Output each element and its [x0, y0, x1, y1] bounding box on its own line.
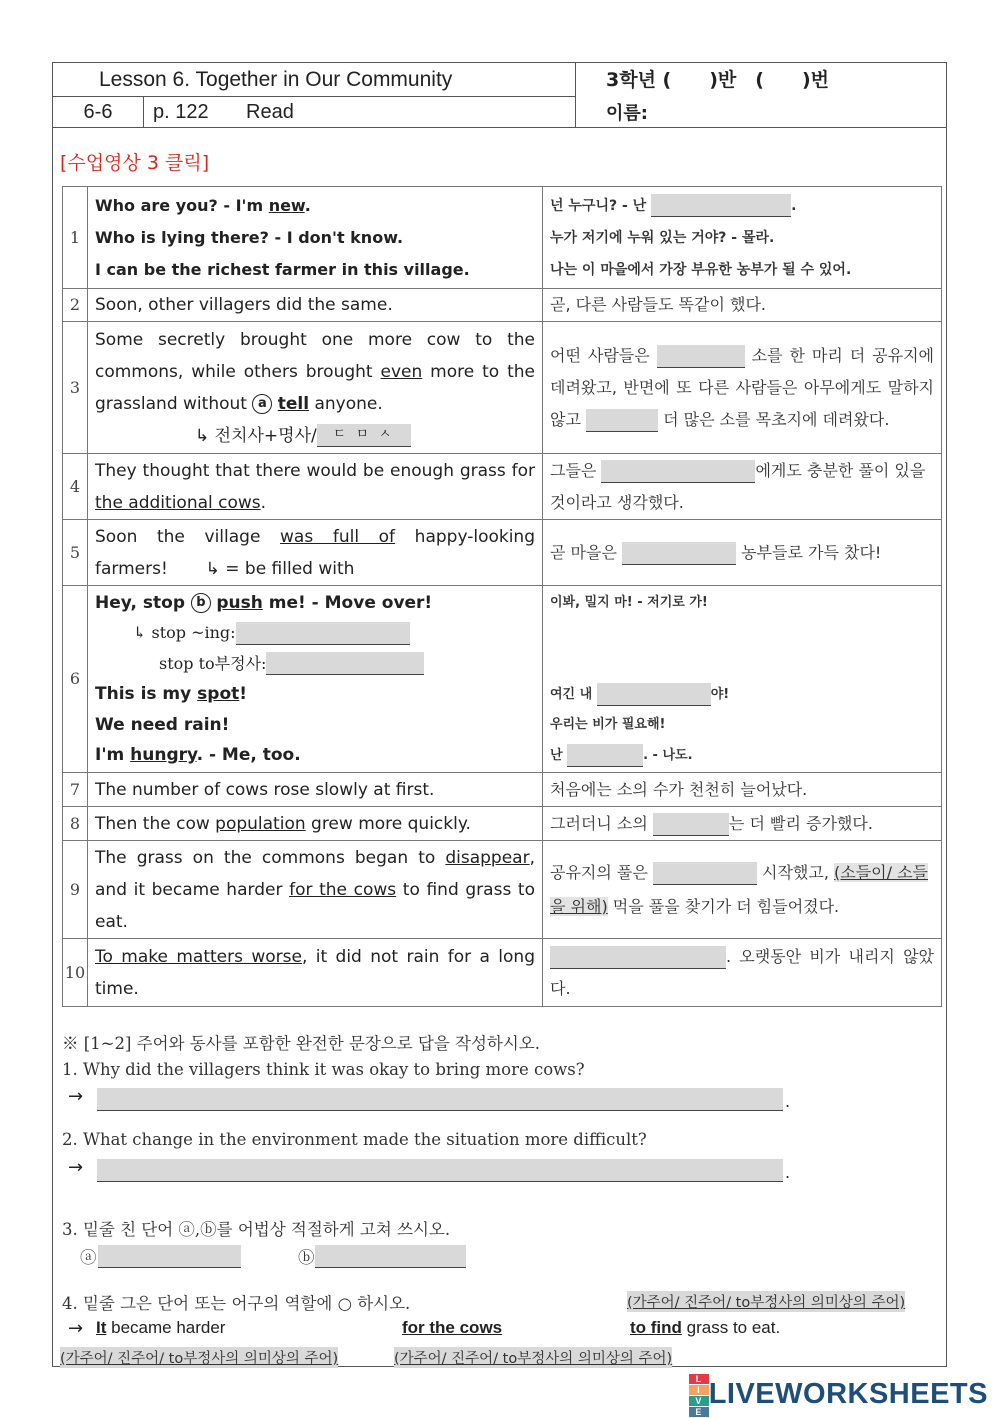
table-row [63, 187, 942, 289]
badge-letter: I [689, 1385, 709, 1395]
role-options[interactable]: (가주어/ 진주어/ to부정사의 의미상의 주어) [394, 1347, 672, 1368]
sentence-part: 더 많은 소를 목초지에 데려왔다. [658, 409, 890, 429]
sentence-part: 농부들로 가득 찼다! [736, 542, 882, 562]
sentence-part: 우리는 비가 필요해! [550, 717, 666, 732]
answer-blank[interactable]: ㄷ ㅁ ㅅ [317, 424, 411, 447]
answer-blank[interactable] [586, 409, 658, 432]
english-text [88, 939, 543, 1007]
header [53, 63, 946, 128]
korean-text [543, 520, 942, 586]
underlined-phrase: To make matters worse [95, 946, 302, 967]
row-number: 7 [63, 773, 88, 807]
sentence-part: I can be the richest farmer in this village. [95, 259, 470, 279]
sentence-part: . - 나도. [643, 747, 693, 763]
answer-blank[interactable] [601, 460, 755, 483]
grammar-note: ↳ stop ~ing: [133, 623, 236, 642]
sentence-part: 야! [710, 686, 730, 702]
underlined-word: to find [630, 1318, 682, 1337]
sentence-part: to find grass to eat. [95, 879, 535, 932]
sentence-part: The grass on the commons began to [95, 847, 446, 868]
table-row [63, 773, 942, 807]
marker-a: a [252, 394, 272, 414]
table-row [63, 454, 942, 520]
activity-label: Read [246, 101, 294, 123]
english-text: The number of cows rose slowly at first. [88, 773, 543, 807]
brand-name: LIVEWORKSHEETS [708, 1378, 988, 1411]
sentence-part: more to the grassland without [95, 361, 535, 414]
answer-blank[interactable] [266, 652, 424, 675]
table-row [63, 586, 942, 773]
sentence-part: . [304, 195, 311, 215]
sentence-part: Who is lying there? - I don't know. [95, 227, 404, 247]
english-text [88, 586, 543, 773]
table-row [63, 939, 942, 1007]
sentence-part: Some secretly brought one more cow to the commons, while others brought [95, 329, 535, 382]
marker-b-label: ⓑ [298, 1248, 315, 1267]
sentence-part: 먹을 풀을 찾기가 더 힘들어졌다. [607, 896, 840, 916]
korean-text: 곧, 다른 사람들도 똑같이 했다. [543, 289, 942, 322]
role-options[interactable]: (가주어/ 진주어/ to부정사의 의미상의 주어) [60, 1347, 338, 1368]
sentence-part: 누가 저기에 누워 있는 거야? - 몰라. [550, 229, 775, 246]
english-text [88, 187, 543, 289]
video-link[interactable]: [수업영상 3 클릭] [60, 152, 210, 174]
answer-input-3b[interactable] [315, 1245, 466, 1268]
underlined-phrase: was full of [280, 526, 396, 547]
sentence-part: Who are you? - I'm [95, 195, 269, 215]
answer-blank[interactable] [651, 194, 791, 217]
sentence-part: 이봐, 밀지 마! - 저기로 가! [550, 595, 708, 610]
sentence-part: became harder [106, 1318, 226, 1337]
answer-blank[interactable] [653, 862, 757, 885]
sentence-part: . [260, 492, 267, 513]
sentence-part: . - Me, too. [196, 745, 301, 765]
answer-blank[interactable] [236, 622, 410, 645]
row-number: 6 [63, 586, 88, 773]
english-text [88, 520, 543, 586]
english-text [88, 807, 543, 841]
korean-text [543, 841, 942, 939]
underlined-word: disappear [445, 847, 530, 868]
sentence-part: happy-looking farmers! [95, 526, 535, 579]
underlined-phrase: for the cows [402, 1318, 503, 1337]
sentence-part: , and it became harder [95, 847, 535, 900]
sentence-part: 그들은 [550, 460, 602, 480]
sentence-part: 시작했고, [756, 862, 835, 882]
korean-text [543, 454, 942, 520]
questions-instruction: ※ [1~2] 주어와 동사를 포함한 완전한 문장으로 답을 작성하시오. [62, 1034, 540, 1053]
row-number: 4 [63, 454, 88, 520]
name-label: 이름: [606, 103, 648, 124]
row-number: 8 [63, 807, 88, 841]
sentence-part: Soon the village [95, 526, 281, 547]
sentence-part: 그러더니 소의 [550, 813, 653, 833]
grammar-note: ↳ = be filled with [205, 558, 355, 579]
lesson-subheader [53, 97, 576, 127]
q4-sentence-end [630, 1318, 780, 1338]
table-row [63, 289, 942, 322]
sentence-part: 난 [550, 747, 568, 763]
question-1: 1. Why did the villagers think it was okay to bring more cows? [62, 1060, 585, 1079]
english-text [88, 454, 543, 520]
choice-option[interactable]: (소들이/ 소들을 위해) [550, 862, 929, 916]
grade-class-number: 3학년 ( )반 ( )번 [606, 69, 829, 91]
sentence-part: Then the cow [95, 813, 216, 834]
answer-blank[interactable] [550, 946, 726, 969]
row-number: 5 [63, 520, 88, 586]
sentence-part: ! [239, 684, 248, 704]
row-number: 2 [63, 289, 88, 322]
korean-text [543, 322, 942, 454]
arrow-icon: → [68, 1086, 84, 1107]
answer-blank[interactable] [657, 345, 745, 368]
sentence-part: . 오랫동안 비가 내리지 않았다. [550, 946, 934, 998]
answer-input-2[interactable] [97, 1159, 783, 1182]
sentence-part: . [791, 197, 797, 214]
answer-blank[interactable] [567, 744, 643, 767]
sentence-part: me! - Move over! [262, 592, 433, 613]
badge-letter: E [689, 1407, 709, 1417]
sentence-part: 곧 마을은 [550, 542, 622, 562]
table-row [63, 520, 942, 586]
marker-a-label: ⓐ [80, 1248, 97, 1267]
section-number: 6-6 [53, 97, 144, 127]
row-number: 10 [63, 939, 88, 1007]
underlined-word: hungry [130, 745, 197, 765]
sentence-part: 넌 누구니? - 난 [550, 197, 652, 214]
english-text: Soon, other villagers did the same. [88, 289, 543, 322]
sentence-part: 공유지의 풀은 [550, 862, 653, 882]
table-row [63, 322, 942, 454]
arrow-icon: → [68, 1318, 84, 1339]
answer-blank[interactable] [622, 542, 736, 565]
question-2: 2. What change in the environment made the situation more difficult? [62, 1130, 647, 1149]
sentence-part: 여긴 내 [550, 686, 597, 702]
underlined-word: tell [277, 393, 310, 414]
period: . [785, 1092, 791, 1111]
answer-blank[interactable] [653, 813, 729, 836]
sentence-part: , it did not rain for a long time. [95, 946, 535, 999]
underlined-word: push [216, 592, 263, 613]
question-3: 3. 밑줄 친 단어 ⓐ,ⓑ를 어법상 적절하게 고쳐 쓰시오. [62, 1220, 451, 1239]
grammar-note: ↳ 전치사+명사/ [195, 425, 317, 446]
english-text [88, 841, 543, 939]
underlined-phrase: the additional cows [95, 492, 261, 513]
underlined-word: population [215, 813, 306, 834]
marker-b: b [191, 593, 211, 613]
badge-letter: L [689, 1374, 709, 1384]
korean-text [543, 586, 942, 773]
korean-text: 처음에는 소의 수가 천천히 늘어났다. [543, 773, 942, 807]
english-text [88, 322, 543, 454]
row-number: 3 [63, 322, 88, 454]
role-options[interactable]: (가주어/ 진주어/ to부정사의 의미상의 주어) [627, 1291, 905, 1312]
sentence-part: grass to eat. [681, 1318, 781, 1337]
sentence-part: 나는 이 마을에서 가장 부유한 농부가 될 수 있어. [550, 261, 852, 278]
badge-letter: V [689, 1396, 709, 1406]
table-row [63, 841, 942, 939]
korean-text [543, 187, 942, 289]
sentence-part: 에게도 충분한 풀이 있을 것이라고 생각했다. [550, 460, 926, 512]
row-number: 1 [63, 187, 88, 289]
period: . [785, 1163, 791, 1182]
sentence-part: I'm [95, 745, 131, 765]
arrow-icon: → [68, 1157, 84, 1178]
liveworksheets-logo [689, 1373, 988, 1418]
answer-input-1[interactable] [97, 1088, 783, 1111]
sentence-part: They thought that there would be enough grass for [95, 460, 535, 481]
table-row [63, 807, 942, 841]
live-badge-icon [689, 1373, 709, 1418]
reading-table [62, 186, 942, 1007]
grammar-note: stop to부정사: [159, 653, 267, 673]
question-4: 4. 밑줄 그은 단어 또는 어구의 역할에 ○ 하시오. [62, 1294, 411, 1313]
sentence-part: 는 더 빨리 증가했다. [728, 813, 873, 833]
sentence-part: anyone. [309, 393, 383, 414]
answer-blank[interactable] [597, 683, 711, 706]
answer-input-3a[interactable] [98, 1245, 241, 1268]
sentence-part: 어떤 사람들은 [550, 345, 657, 365]
underlined-phrase: for the cows [289, 879, 397, 900]
q4-sentence [96, 1318, 225, 1338]
korean-text [543, 807, 942, 841]
korean-text [543, 939, 942, 1007]
underlined-word: new [268, 195, 305, 215]
sentence-part: This is my [95, 684, 198, 704]
sentence-part: We need rain! [95, 714, 230, 735]
lesson-title: Lesson 6. Together in Our Community [53, 63, 576, 97]
page-number: p. 122 [153, 101, 209, 123]
sentence-part: Hey, stop [95, 592, 191, 613]
underlined-word: It [96, 1318, 107, 1337]
underlined-word: spot [197, 684, 240, 704]
row-number: 9 [63, 841, 88, 939]
sentence-part: 소를 한 마리 더 공유지에 데려왔고, 반면에 또 다른 사람들은 아무에게도 말하지 않고 [550, 345, 934, 429]
underlined-word: even [380, 361, 423, 382]
sentence-part: grew more quickly. [305, 813, 471, 834]
